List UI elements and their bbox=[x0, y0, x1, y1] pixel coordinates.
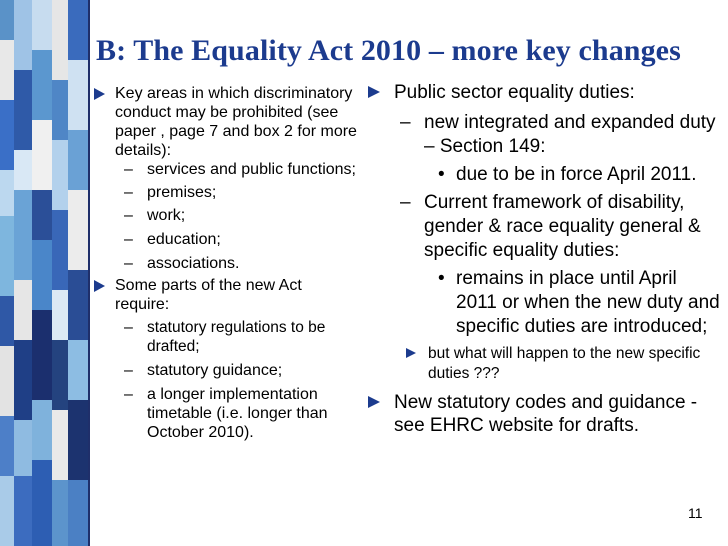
left-sub-item: – a longer implementation timetable (i.e. longer than October 2010). bbox=[124, 386, 328, 441]
dash-icon: – bbox=[124, 319, 133, 336]
left-column bbox=[92, 84, 360, 442]
left-sub-item: – services and public functions; bbox=[124, 161, 356, 178]
dash-icon: – bbox=[124, 255, 133, 272]
slide-title: B: The Equality Act 2010 – more key changes bbox=[96, 34, 681, 67]
left-sub-item: – premises; bbox=[124, 184, 217, 201]
right-subsub-item: • remains in place until April 2011 or when the new duty and specific duties are introduced; bbox=[438, 268, 720, 337]
dash-icon: – bbox=[124, 362, 133, 379]
dash-icon: – bbox=[124, 386, 133, 403]
stripe-divider-line bbox=[88, 0, 90, 546]
dash-icon: – bbox=[124, 184, 133, 201]
square-bullet-icon bbox=[368, 396, 380, 408]
left-bullet-1: Key areas in which discriminatory conduct may be prohibited (see paper , page 7 and box 2 for more details): bbox=[92, 84, 360, 160]
right-sub-item: – Current framework of disability, gender & race equality general & specific equality duties: bbox=[400, 192, 701, 261]
left-bullet-2: Some parts of the new Act require: bbox=[92, 276, 360, 314]
dash-icon: – bbox=[124, 207, 133, 224]
dash-icon: – bbox=[124, 231, 133, 248]
page-number: 11 bbox=[688, 505, 703, 521]
left-sub-item: – statutory regulations to be drafted; bbox=[124, 319, 326, 355]
dash-icon: – bbox=[400, 192, 411, 213]
right-bullet-2: New statutory codes and guidance - see EHRC website for drafts. bbox=[366, 391, 722, 437]
decorative-stripe bbox=[0, 0, 88, 546]
right-subsub-item: • due to be in force April 2011. bbox=[438, 164, 697, 185]
square-bullet-icon bbox=[368, 86, 380, 98]
dash-icon: – bbox=[124, 161, 133, 178]
square-bullet-icon bbox=[94, 88, 105, 100]
left-sub-item: – education; bbox=[124, 231, 221, 248]
right-column bbox=[366, 81, 722, 437]
left-sub-item: – work; bbox=[124, 207, 186, 224]
square-bullet-icon bbox=[406, 348, 416, 358]
right-sub-item: – new integrated and expanded duty – Section 149: bbox=[400, 112, 716, 157]
dash-icon: – bbox=[400, 112, 411, 133]
right-small-bullet: but what will happen to the new specific duties ??? bbox=[366, 344, 722, 384]
square-bullet-icon bbox=[94, 280, 105, 292]
right-bullet-1: Public sector equality duties: bbox=[366, 81, 722, 104]
left-sub-item: – statutory guidance; bbox=[124, 362, 283, 379]
left-sub-item: – associations. bbox=[124, 255, 240, 272]
dot-bullet-icon: • bbox=[438, 268, 445, 289]
dot-bullet-icon: • bbox=[438, 164, 445, 185]
